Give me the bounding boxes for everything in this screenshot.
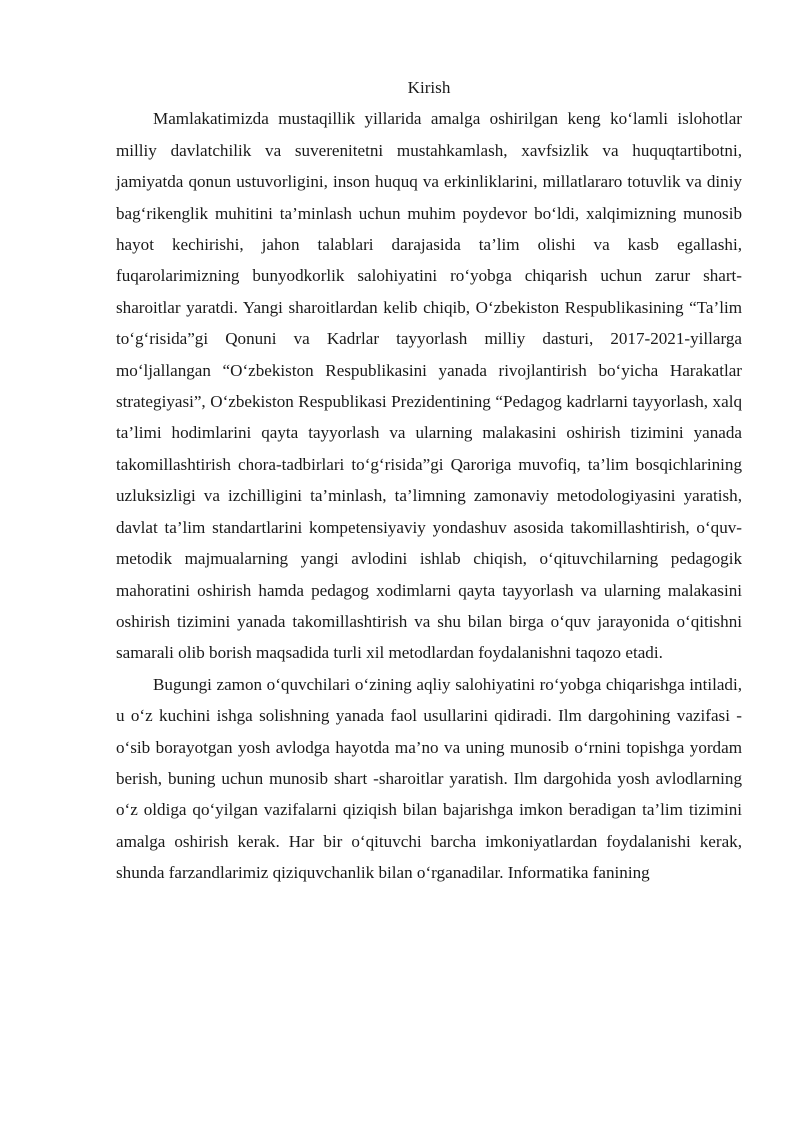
paragraph-second: Bugungi zamon o‘quvchilari o‘zining aqliy salohiyatini ro‘yobga chiqarishga intiladi, u o‘z kuchini ishga solishning yanada faol usullarini qidiradi. Ilm dargohining vazifasi - o‘sib borayotgan yosh avlodga hayotda ma’no va uning munosib o‘rnini topishga yordam berish, buning uchun munosib shart -sharoitlar yaratish. Ilm dargohida yosh avlodlarning o‘z oldiga qo‘yilgan vazifalarni qiziqish bilan bajarishga imkon beradigan ta’lim tizimini amalga oshirish kerak. Har bir o‘qituvchi barcha imkoniyatlardan foydalanishi kerak, shunda farzandlarimiz qiziquvchanlik bilan o‘rganadilar. Informatika fanining <box>116 674 742 883</box>
document-page <box>116 72 742 889</box>
paragraph-intro: Mamlakatimizda mustaqillik yillarida amalga oshirilgan keng ko‘lamli islohotlar milliy davlatchilik va suverenitetni mustahkamlash, xavfsizlik va huquqtartibotni, jamiyatda qonun ustuvorligini, inson huquq va erkinliklarini, millatlararo totuvlik va diniy bag‘rikenglik muhitini ta’minlash uchun muhim poydevor bo‘ldi, xalqimizning munosib hayot kechirishi, jahon talablari darajasida ta’lim olishi va kasb egallashi, fuqarolarimizning bunyodkorlik salohiyatini ro‘yobga chiqarish uchun zarur shart-sharoitlar yaratdi. Yangi sharoitlardan kelib chiqib, O‘zbekiston Respublikasining “Ta’lim to‘g‘risida”gi Qonuni va Kadrlar tayyorlash milliy dasturi, 2017-2021-yillarga mo‘ljallangan “O‘zbekiston Respublikasini yanada rivojlantirish bo‘yicha Harakatlar strategiyasi”, O‘zbekiston Respublikasi Prezidentining “Pedagog kadrlarni tayyorlash, xalq ta’limi hodimlarini qayta tayyorlash va ularning malakasini oshirish tizimini yanada takomillashtirish chora-tadbirlari to‘g‘risida”gi Qaroriga muvofiq, ta’lim bosqichlarining uzluksizligi va izchilligini ta’minlash, ta’limning zamonaviy metodologiyasini yaratish, davlat ta’lim standartlarini kompetensiyaviy yondashuv asosida takomillashtirish, o‘quv-metodik majmualarning yangi avlodini ishlab chiqish, o‘qituvchilarning pedagogik mahoratini oshirish hamda pedagog xodimlarni qayta tayyorlash va ularning malakasini oshirish tizimini yanada takomillashtirish va shu bilan birga o‘quv jarayonida o‘qitishni samarali olib borish maqsadida turli xil metodlardan foydalanishni taqozo etadi. <box>116 109 742 663</box>
document-title: Kirish <box>407 78 451 97</box>
